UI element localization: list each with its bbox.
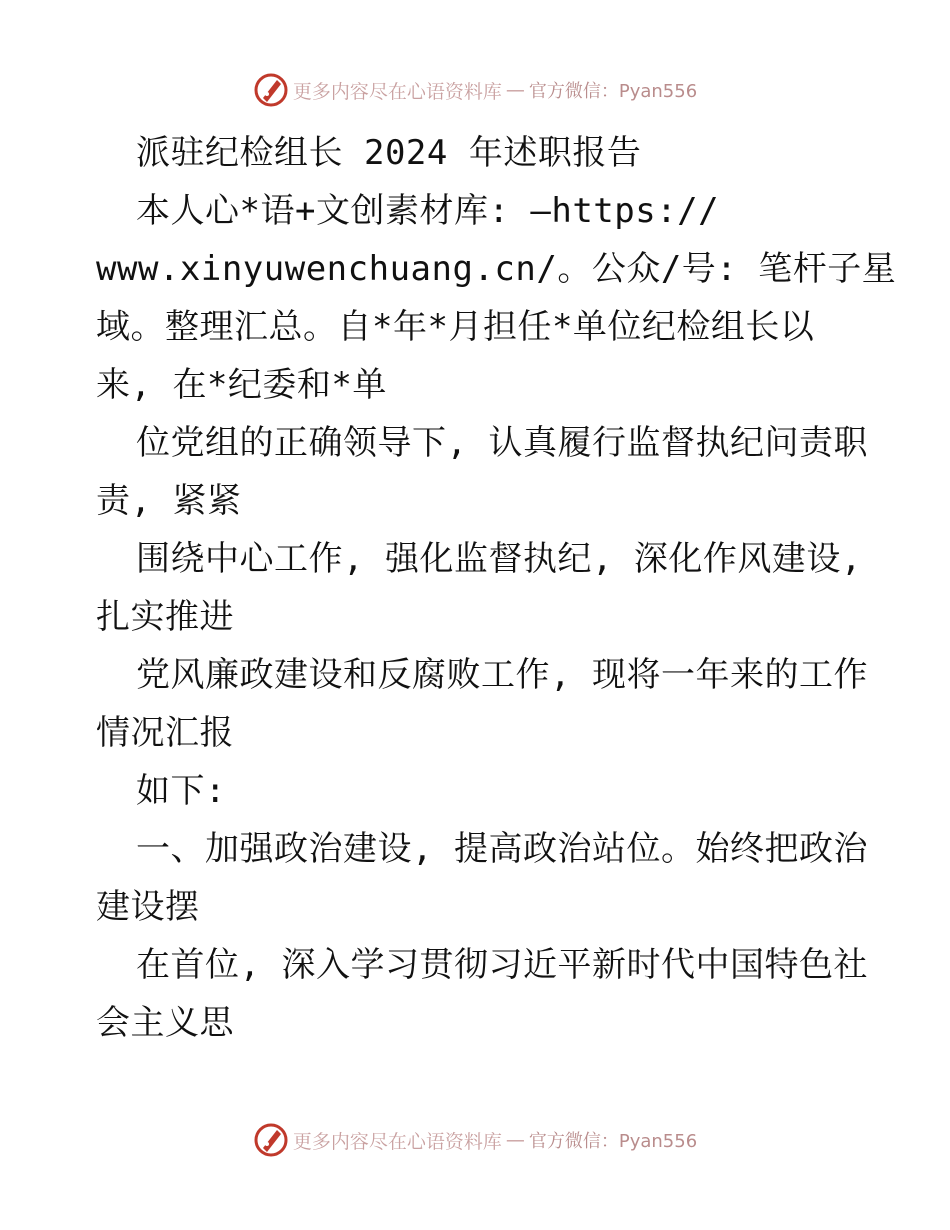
text-line: 建设摆 <box>96 887 200 927</box>
watermark-main-text: 更多内容尽在心语资料库 <box>292 80 502 103</box>
watermark-main-text: 更多内容尽在心语资料库 <box>292 1130 502 1153</box>
text-line: 域。整理汇总。自*年*月担任*单位纪检组长以 <box>96 307 815 347</box>
text-line: 会主义思 <box>96 1003 234 1043</box>
footer-watermark <box>0 1120 950 1160</box>
text-line: www.xinyuwenchuang.cn/。公众/号: 笔杆子星 <box>96 249 897 289</box>
document-body <box>96 124 897 1052</box>
text-line: 扎实推进 <box>96 597 234 637</box>
watermark-separator: — <box>505 1129 525 1151</box>
text-line: 责, 紧紧 <box>96 481 242 521</box>
watermark-contact: 官方微信：Pyan556 <box>528 81 698 102</box>
text-line: 本人心*语+文创素材库: —https:// <box>136 191 720 231</box>
pen-logo-icon <box>253 72 289 108</box>
text-line: 来, 在*纪委和*单 <box>96 365 387 405</box>
text-line: 如下: <box>136 771 226 811</box>
text-line: 围绕中心工作, 强化监督执纪, 深化作风建设, <box>136 539 862 579</box>
text-line: 党风廉政建设和反腐败工作, 现将一年来的工作 <box>136 655 868 695</box>
text-line: 位党组的正确领导下, 认真履行监督执纪问责职 <box>136 423 868 463</box>
pen-logo-icon <box>253 1122 289 1158</box>
header-watermark <box>0 70 950 110</box>
watermark-separator: — <box>505 79 525 101</box>
text-line: 一、加强政治建设, 提高政治站位。始终把政治 <box>136 829 868 869</box>
text-line: 情况汇报 <box>96 713 234 753</box>
text-line: 在首位, 深入学习贯彻习近平新时代中国特色社 <box>136 945 868 985</box>
watermark-contact: 官方微信：Pyan556 <box>528 1131 698 1152</box>
text-line: 派驻纪检组长 2024 年述职报告 <box>136 133 642 173</box>
